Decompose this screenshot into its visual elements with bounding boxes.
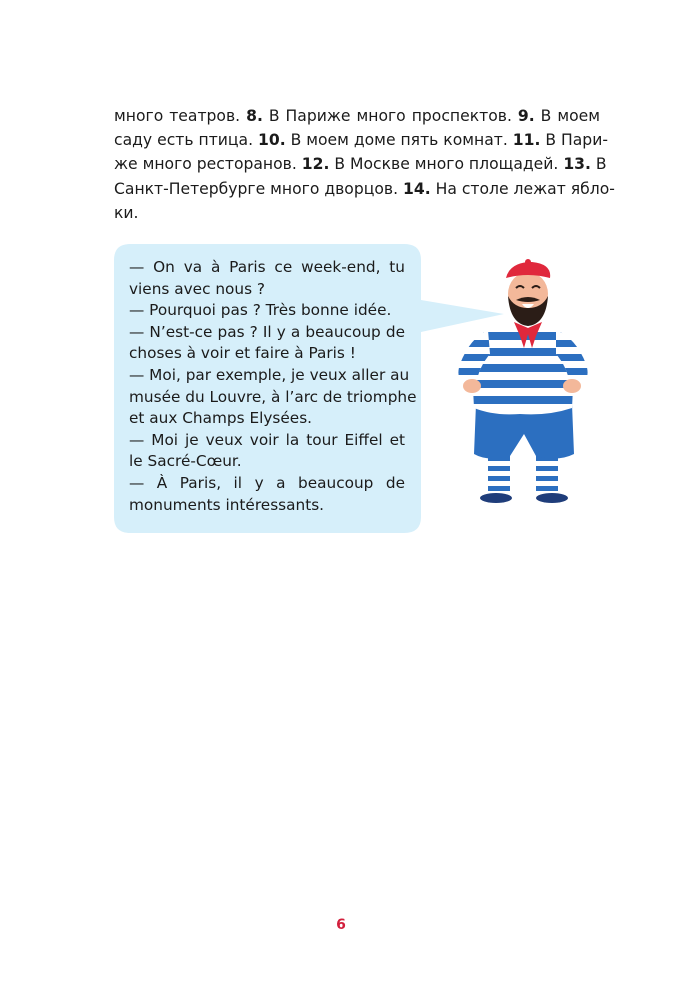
- dialogue-line: — On va à Paris ce week-end, tu: [129, 258, 405, 276]
- item-number: 12.: [301, 155, 330, 174]
- dialogue-line: le Sacré-Cœur.: [129, 452, 242, 471]
- exercise-paragraph: [114, 104, 615, 225]
- paragraph-line-1: много театров. 8. В Париже много проспектов. 9. В моем: [114, 107, 600, 125]
- item-number: 8.: [246, 107, 263, 125]
- paragraph-line-3: же много ресторанов. 12. В Москве много площадей. 13. В: [114, 155, 607, 174]
- paragraph-line-5: ки.: [114, 203, 139, 222]
- dialogue-line: monuments intéressants.: [129, 495, 325, 514]
- dialogue-line: choses à voir et faire à Paris !: [129, 344, 356, 363]
- item-number: 11.: [512, 131, 541, 150]
- dialogue-line: et aux Champs Elysées.: [129, 409, 313, 428]
- dialogue-line: — Moi, par exemple, je veux aller au: [129, 365, 410, 384]
- item-number: 13.: [563, 155, 591, 174]
- dialogue-text: [129, 257, 417, 516]
- paragraph-line-2: саду есть птица. 10. В моем доме пять комнат. 11. В Пари-: [114, 131, 608, 150]
- item-number: 9.: [517, 107, 535, 125]
- dialogue-line: — N’est-ce pas ? Il y a beaucoup de: [129, 322, 405, 341]
- french-sailor-illustration: [448, 258, 596, 504]
- dialogue-line: — À Paris, il y a beaucoup de: [129, 473, 405, 492]
- paragraph-line-4: Санкт-Петербурге много дворцов. 14. На столе лежат ябло-: [114, 179, 615, 198]
- dialogue-line: — Pourquoi pas ? Très bonne idée.: [129, 301, 392, 320]
- item-number: 14.: [403, 179, 431, 198]
- dialogue-line: musée du Louvre, à l’arc de triomphe: [129, 387, 417, 406]
- dialogue-line: viens avec nous ?: [129, 279, 266, 298]
- page-number: 6: [336, 917, 346, 933]
- dialogue-line: — Moi je veux voir la tour Eiffel et: [129, 430, 405, 449]
- item-number: 10.: [258, 131, 286, 150]
